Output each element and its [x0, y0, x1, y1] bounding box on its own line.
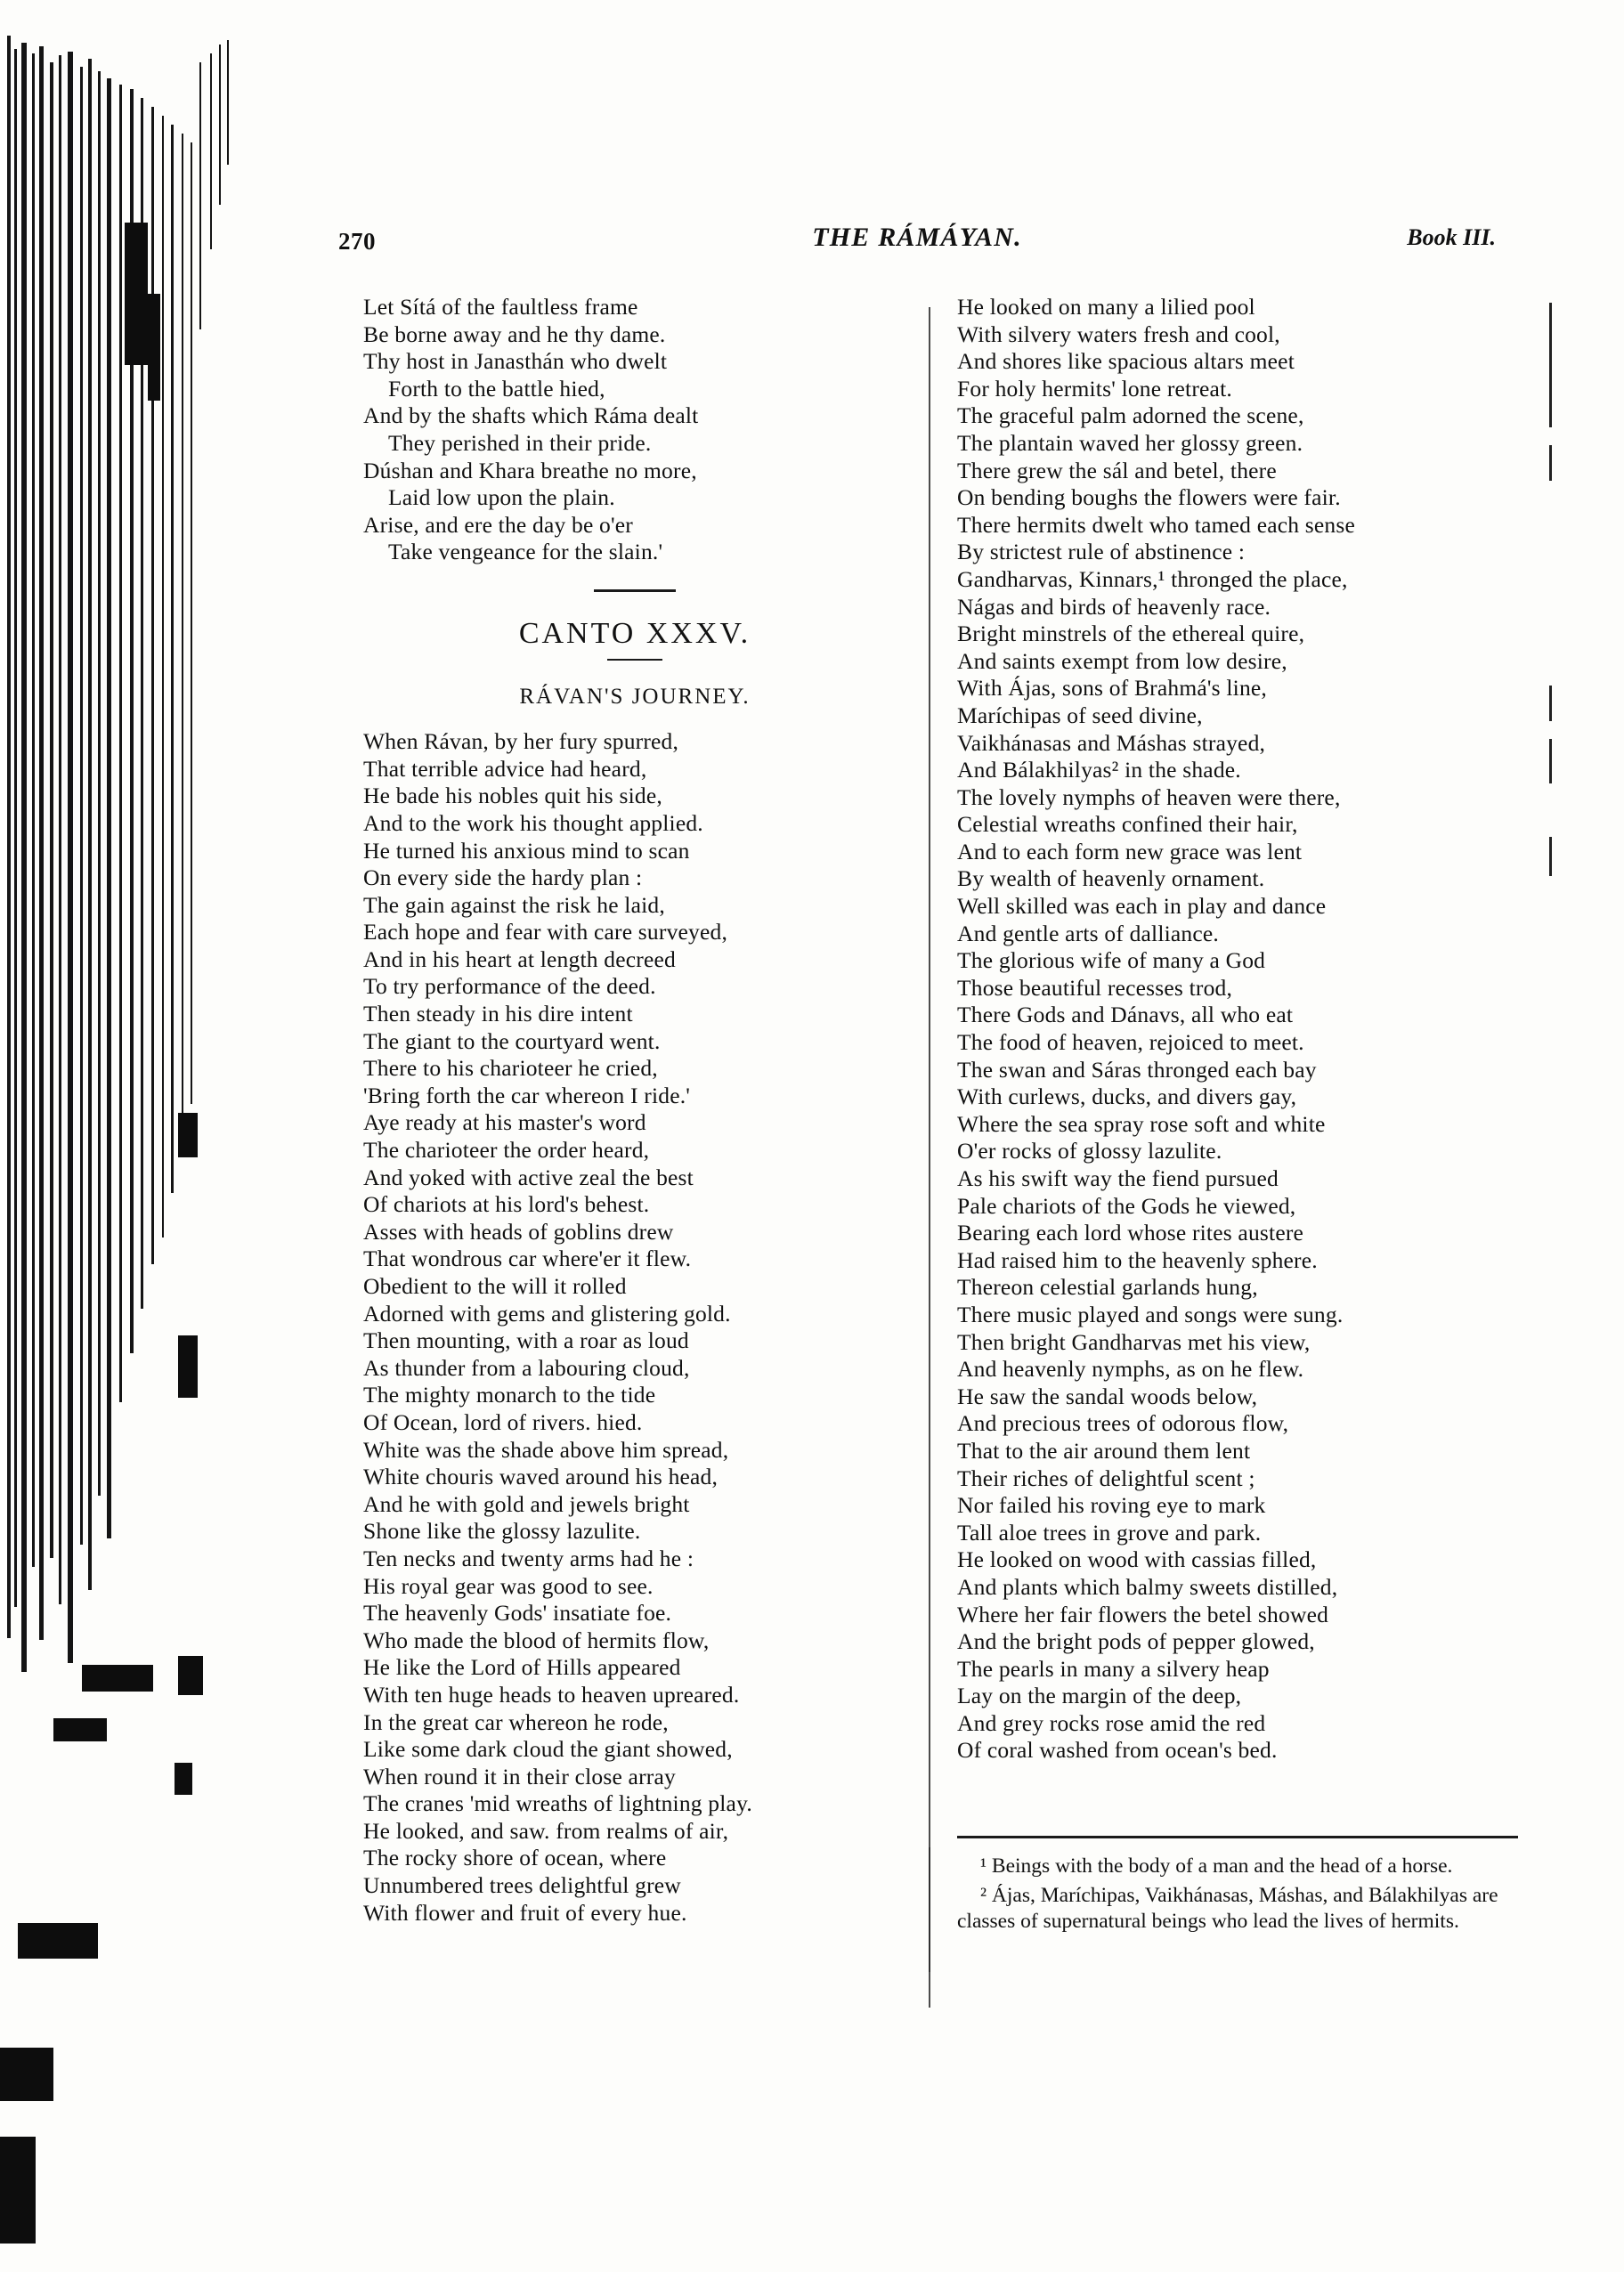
verse-line: Of coral washed from ocean's bed.: [957, 1737, 1278, 1764]
verse-line: And he with gold and jewels bright: [363, 1490, 690, 1517]
verse-line: Take vengeance for the slain.': [388, 539, 663, 565]
opening-verse-block: [363, 294, 906, 566]
verse-line: With Ájas, sons of Brahmá's line,: [957, 675, 1267, 702]
verse-line: The charioteer the order heard,: [363, 1137, 650, 1164]
verse-line: And in his heart at length decreed: [363, 945, 676, 972]
verse-line: When Rávan, by her fury spurred,: [363, 728, 679, 755]
verse-line: Obedient to the will it rolled: [363, 1273, 627, 1299]
verse-line: Nor failed his roving eye to mark: [957, 1492, 1266, 1519]
verse-line: Well skilled was each in play and dance: [957, 893, 1327, 920]
verse-line: There music played and songs were sung.: [957, 1301, 1344, 1327]
verse-line: Those beautiful recesses trod,: [957, 974, 1233, 1001]
verse-line: He looked on many a lilied pool: [957, 294, 1255, 320]
verse-line: Arise, and ere the day be o'er: [363, 511, 633, 538]
verse-line: Their riches of delightful scent ;: [957, 1465, 1255, 1491]
footnote: ¹ Beings with the body of a man and the head of a horse.: [980, 1854, 1453, 1878]
verse-line: Pale chariots of the Gods he viewed,: [957, 1192, 1296, 1219]
verse-line: There grew the sál and betel, there: [957, 457, 1277, 483]
verse-line: That to the air around them lent: [957, 1437, 1251, 1464]
verse-line: And yoked with active zeal the best: [363, 1164, 694, 1190]
verse-line: Each hope and fear with care surveyed,: [363, 919, 728, 945]
verse-line: He saw the sandal woods below,: [957, 1383, 1258, 1409]
verse-line: Thy host in Janasthán who dwelt: [363, 348, 668, 375]
verse-line: His royal gear was good to see.: [363, 1572, 654, 1599]
verse-line: They perished in their pride.: [388, 429, 652, 456]
verse-line: The cranes 'mid wreaths of lightning play.: [363, 1790, 752, 1817]
verse-line: He turned his anxious mind to scan: [363, 837, 690, 864]
verse-line: Of Ocean, lord of rivers. hied.: [363, 1408, 643, 1435]
margin-tick: [1549, 303, 1552, 427]
section-rule: [594, 589, 676, 592]
verse-line: Asses with heads of goblins drew: [363, 1218, 674, 1245]
verse-line: And the bright pods of pepper glowed,: [957, 1628, 1315, 1655]
verse-line: There Gods and Dánavs, all who eat: [957, 1002, 1294, 1028]
verse-line: White was the shade above him spread,: [363, 1436, 729, 1463]
verse-line: The giant to the courtyard went.: [363, 1027, 661, 1054]
verse-line: With flower and fruit of every hue.: [363, 1899, 687, 1926]
left-verse-block: [363, 728, 906, 1927]
verse-line: The gain against the risk he laid,: [363, 891, 665, 918]
page-header: [338, 223, 1496, 262]
verse-line: Shone like the glossy lazulite.: [363, 1518, 641, 1545]
verse-line: Nágas and birds of heavenly race.: [957, 593, 1271, 620]
verse-line: Like some dark cloud the giant showed,: [363, 1736, 733, 1763]
verse-line: To try performance of the deed.: [363, 973, 656, 1000]
verse-line: O'er rocks of glossy lazulite.: [957, 1138, 1222, 1164]
verse-line: And to each form new grace was lent: [957, 838, 1303, 864]
verse-line: In the great car whereon he rode,: [363, 1708, 669, 1735]
verse-line: And gentle arts of dalliance.: [957, 920, 1219, 946]
verse-line: Of chariots at his lord's behest.: [363, 1191, 650, 1218]
canto-subtitle: RÁVAN'S JOURNEY.: [519, 684, 751, 709]
verse-line: As thunder from a labouring cloud,: [363, 1354, 690, 1381]
verse-line: Celestial wreaths confined their hair,: [957, 811, 1298, 838]
footnote-rule: [957, 1836, 1518, 1838]
verse-line: Ten necks and twenty arms had he :: [363, 1545, 694, 1571]
verse-line: On bending boughs the flowers were fair.: [957, 484, 1341, 511]
verse-line: And to the work his thought applied.: [363, 809, 703, 836]
verse-line: The heavenly Gods' insatiate foe.: [363, 1600, 672, 1627]
verse-line: Gandharvas, Kinnars,¹ thronged the place,: [957, 565, 1348, 592]
verse-line: Dúshan and Khara breathe no more,: [363, 457, 697, 483]
verse-line: He looked, and saw. from realms of air,: [363, 1817, 729, 1844]
margin-tick: [1549, 739, 1552, 783]
verse-line: And heavenly nymphs, as on he flew.: [957, 1356, 1304, 1383]
verse-line: Lay on the margin of the deep,: [957, 1683, 1242, 1709]
margin-tick: [1549, 837, 1552, 876]
verse-line: There to his charioteer he cried,: [363, 1055, 658, 1082]
verse-line: The graceful palm adorned the scene,: [957, 402, 1304, 429]
verse-line: Then bright Gandharvas met his view,: [957, 1328, 1311, 1355]
canto-title: CANTO XXXV.: [518, 616, 751, 650]
book-number: Book III.: [1407, 224, 1496, 250]
verse-line: White chouris waved around his head,: [363, 1464, 719, 1490]
verse-line: As his swift way the fiend pursued: [957, 1165, 1279, 1191]
verse-line: That terrible advice had heard,: [363, 755, 647, 782]
verse-line: Maríchipas of seed divine,: [957, 702, 1203, 728]
verse-line: Aye ready at his master's word: [363, 1109, 646, 1136]
verse-line: Unnumbered trees delightful grew: [363, 1872, 681, 1899]
verse-line: Bright minstrels of the ethereal quire,: [957, 621, 1305, 647]
verse-line: With silvery waters fresh and cool,: [957, 321, 1280, 347]
verse-line: And by the shafts which Ráma dealt: [363, 402, 699, 429]
verse-line: The swan and Sáras thronged each bay: [957, 1056, 1317, 1083]
verse-line: Who made the blood of hermits flow,: [363, 1627, 710, 1653]
verse-line: Bearing each lord whose rites austere: [957, 1220, 1304, 1246]
verse-line: And shores like spacious altars meet: [957, 348, 1295, 375]
scan-edge-artifacts: [0, 0, 267, 2272]
verse-line: The pearls in many a silvery heap: [957, 1655, 1270, 1682]
left-text-column: [363, 294, 906, 1927]
verse-line: Forth to the battle hied,: [388, 375, 605, 402]
verse-line: And saints exempt from low desire,: [957, 647, 1287, 674]
verse-line: Be borne away and he thy dame.: [363, 321, 666, 347]
margin-tick: [1549, 686, 1552, 721]
verse-line: With ten huge heads to heaven upreared.: [363, 1681, 740, 1708]
verse-line: And grey rocks rose amid the red: [957, 1709, 1266, 1736]
right-text-column: [957, 294, 1509, 1765]
verse-line: He bade his nobles quit his side,: [363, 783, 662, 809]
verse-line: The lovely nymphs of heaven were there,: [957, 783, 1341, 810]
verse-line: On every side the hardy plan :: [363, 864, 643, 891]
verse-line: There hermits dwelt who tamed each sense: [957, 511, 1356, 538]
verse-line: The plantain waved her glossy green.: [957, 429, 1303, 456]
canto-rule: [607, 659, 662, 661]
verse-line: He like the Lord of Hills appeared: [363, 1654, 681, 1681]
verse-line: The glorious wife of many a God: [957, 947, 1266, 974]
running-title: THE RÁMÁYAN.: [812, 223, 1022, 252]
verse-line: Thereon celestial garlands hung,: [957, 1274, 1258, 1301]
verse-line: For holy hermits' lone retreat.: [957, 375, 1232, 402]
column-divider-lower: [929, 1847, 930, 2008]
verse-line: Where the sea spray rose soft and white: [957, 1110, 1326, 1137]
verse-line: Vaikhánasas and Máshas strayed,: [957, 729, 1266, 756]
verse-line: And plants which balmy sweets distilled,: [957, 1573, 1338, 1600]
verse-line: Then steady in his dire intent: [363, 1001, 633, 1027]
verse-line: Where her fair flowers the betel showed: [957, 1601, 1329, 1627]
verse-line: With curlews, ducks, and divers gay,: [957, 1083, 1297, 1110]
verse-line: Then mounting, with a roar as loud: [363, 1327, 689, 1354]
verse-line: Tall aloe trees in grove and park.: [957, 1519, 1262, 1546]
verse-line: He looked on wood with cassias filled,: [957, 1546, 1317, 1573]
verse-line: 'Bring forth the car whereon I ride.': [363, 1082, 691, 1108]
verse-line: Let Sítá of the faultless frame: [363, 294, 638, 320]
verse-line: Had raised him to the heavenly sphere.: [957, 1246, 1318, 1273]
footnote-block: [957, 1854, 1527, 1938]
verse-line: And Bálakhilyas² in the shade.: [957, 757, 1241, 783]
verse-line: And precious trees of odorous flow,: [957, 1410, 1289, 1437]
verse-line: That wondrous car where'er it flew.: [363, 1246, 692, 1272]
verse-line: Laid low upon the plain.: [388, 484, 615, 511]
right-verse-block: [957, 294, 1509, 1765]
verse-line: The rocky shore of ocean, where: [363, 1845, 667, 1871]
footnote: ² Ájas, Maríchipas, Vaikhánasas, Máshas, and Bálakhilyas are classes of supernatural beings who lead the lives of hermits.: [957, 1884, 1498, 1933]
verse-line: The food of heaven, rejoiced to meet.: [957, 1029, 1304, 1056]
verse-line: By wealth of heavenly ornament.: [957, 865, 1265, 892]
folio-number: 270: [338, 228, 376, 255]
verse-line: By strictest rule of abstinence :: [957, 539, 1246, 565]
verse-line: Adorned with gems and glistering gold.: [363, 1300, 731, 1327]
column-divider: [929, 307, 930, 1972]
verse-line: When round it in their close array: [363, 1763, 676, 1789]
margin-tick: [1549, 445, 1552, 481]
verse-line: The mighty monarch to the tide: [363, 1382, 656, 1408]
